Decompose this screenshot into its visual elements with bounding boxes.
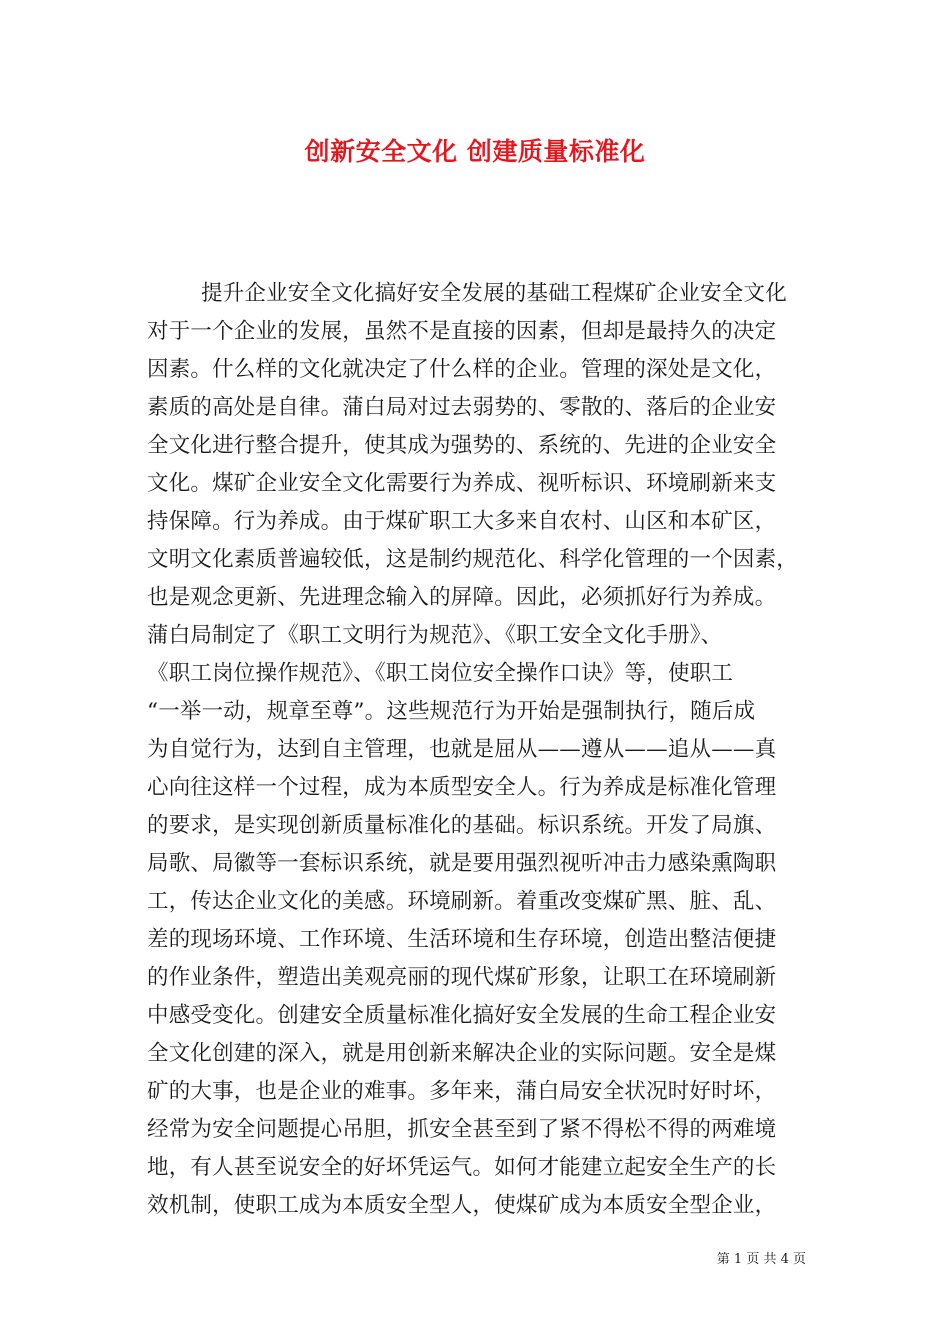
paragraph-line: 因素。什么样的文化就决定了什么样的企业。管理的深处是文化， [147,357,777,382]
paragraph-line: 文明文化素质普遍较低，这是制约规范化、科学化管理的一个因素， [147,547,799,572]
paragraph-line: 素质的高处是自律。蒲白局对过去弱势的、零散的、落后的企业安 [147,395,777,420]
paragraph-line: 中感受变化。创建安全质量标准化搞好安全发展的生命工程企业安 [147,1003,777,1028]
paragraph-line: 局歌、局徽等一套标识系统，就是要用强烈视听冲击力感染熏陶职 [147,851,777,876]
page-number-footer: 第 1 页 共 4 页 [716,1252,806,1267]
paragraph-line: 也是观念更新、先进理念输入的屏障。因此，必须抓好行为养成。 [147,585,777,610]
paragraph-line: 效机制，使职工成为本质安全型人，使煤矿成为本质安全型企业， [147,1193,777,1218]
paragraph-line: “一举一动，规章至尊”。这些规范行为开始是强制执行，随后成 [147,699,756,724]
paragraph-line: 持保障。行为养成。由于煤矿职工大多来自农村、山区和本矿区， [147,509,777,534]
paragraph-line: 对于一个企业的发展，虽然不是直接的因素，但却是最持久的决定 [147,319,777,344]
paragraph-line: 矿的大事，也是企业的难事。多年来，蒲白局安全状况时好时坏， [147,1079,777,1104]
paragraph-line: 文化。煤矿企业安全文化需要行为养成、视听标识、环境刷新来支 [147,471,777,496]
paragraph-line: 《职工岗位操作规范》、《职工岗位安全操作口诀》等，使职工 [147,661,734,686]
paragraph-line: 工，传达企业文化的美感。环境刷新。着重改变煤矿黑、脏、乱、 [147,889,777,914]
document-body [147,275,827,1225]
paragraph-line: 全文化创建的深入，就是用创新来解决企业的实际问题。安全是煤 [147,1041,777,1066]
paragraph-line: 蒲白局制定了《职工文明行为规范》、《职工安全文化手册》、 [147,623,723,648]
paragraph-line: 全文化进行整合提升，使其成为强势的、系统的、先进的企业安全 [147,433,777,458]
paragraph-line: 地，有人甚至说安全的好坏凭运气。如何才能建立起安全生产的长 [147,1155,777,1180]
paragraph-line: 心向往这样一个过程，成为本质型安全人。行为养成是标准化管理 [147,775,777,800]
paragraph-line: 经常为安全问题提心吊胆，抓安全甚至到了紧不得松不得的两难境 [147,1117,777,1142]
paragraph-line: 为自觉行为，达到自主管理，也就是屈从——遵从——追从——真 [147,737,777,762]
paragraph-line: 差的现场环境、工作环境、生活环境和生存环境，创造出整洁便捷 [147,927,777,952]
paragraph-line: 提升企业安全文化搞好安全发展的基础工程煤矿企业安全文化 [201,281,787,306]
document-title: 创新安全文化 创建质量标准化 [304,137,646,166]
paragraph-line: 的作业条件，塑造出美观亮丽的现代煤矿形象，让职工在环境刷新 [147,965,777,990]
paragraph-line: 的要求，是实现创新质量标准化的基础。标识系统。开发了局旗、 [147,813,777,838]
